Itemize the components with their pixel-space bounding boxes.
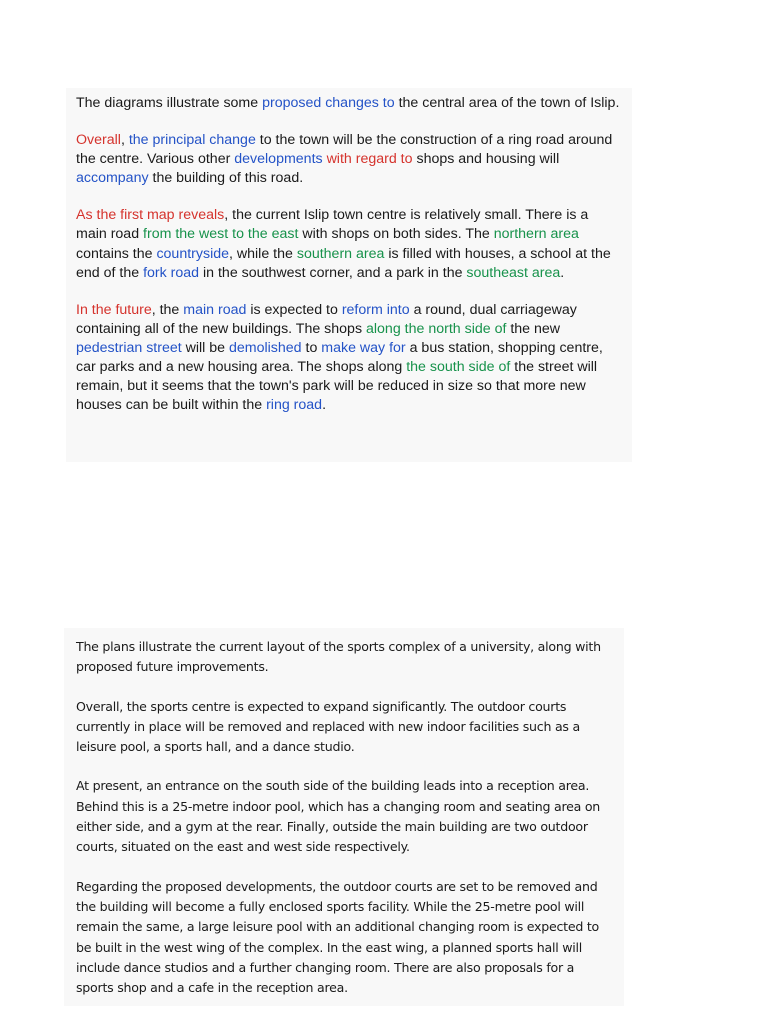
text-segment: the street will remain, but it seems that the town's park will be reduced in size so that more new houses can be built within the xyxy=(76,359,598,414)
text-segment: contains the xyxy=(76,245,157,262)
highlight-phrase: reform into xyxy=(341,301,410,318)
text-segment: the central area of the town of Islip. xyxy=(394,95,620,111)
text-segment: shops and housing will xyxy=(412,151,560,168)
text-segment: the building of this road. xyxy=(148,170,304,187)
highlight-phrase: In the future xyxy=(76,301,152,318)
essay-two-paragraph-4: Regarding the proposed developments, the outdoor courts are set to be removed and the building will become a fully enclosed sports facility. While the 25-metre pool will remain the same, a large leisure pool with an additional changing room is expected to be built in the west wing of the complex. In the east wing, a planned sports hall will include dance studios and a further changing room. There are also proposals for a sports shop and a cafe in the reception area. xyxy=(76,878,599,996)
text-segment: with shops on both sides. The xyxy=(298,226,494,243)
text-segment: , xyxy=(120,132,129,149)
highlight-phrase: main road xyxy=(183,301,247,318)
essay-islip-panel xyxy=(66,88,632,462)
essay-two-paragraph-3: At present, an entrance on the south side of the building leads into a reception area. Behind this is a 25-metre indoor pool, which has a changing room and seating area on either side, and a gym at the rear. Finally, outside the main building are two outdoor courts, situated on the east and west side respectively. xyxy=(76,778,601,855)
essay-one-paragraph-3 xyxy=(76,206,622,282)
text-segment: a round, dual carriageway containing all of the new buildings. The shops xyxy=(76,301,577,337)
text-segment: The diagrams illustrate some xyxy=(76,95,263,111)
highlight-phrase: southeast area xyxy=(466,264,561,281)
text-segment: , the current Islip town centre is relatively small. There is a main road xyxy=(76,207,589,243)
text-segment: , the xyxy=(151,301,184,318)
highlight-phrase: southern area xyxy=(296,245,385,262)
highlight-phrase: developments xyxy=(234,151,323,168)
highlight-phrase: along the north side of xyxy=(366,320,507,337)
text-segment: , while the xyxy=(229,245,297,262)
highlight-phrase: from the west to the east xyxy=(143,226,299,243)
text-segment: to the town will be the construction of a ring road around the centre. Various other xyxy=(76,132,613,168)
text-segment: . xyxy=(560,264,565,281)
essay-sports-complex-panel xyxy=(64,628,624,1006)
highlight-phrase: fork road xyxy=(143,264,200,281)
text-segment: to xyxy=(301,339,322,356)
text-segment: a bus station, shopping centre, car parks and a new housing area. The shops along xyxy=(76,339,603,376)
essay-one-paragraph-4 xyxy=(76,301,622,416)
text-segment: will be xyxy=(181,339,229,356)
text-segment: in the southwest corner, and a park in the xyxy=(199,264,467,281)
highlight-phrase: demolished xyxy=(229,339,302,356)
highlight-phrase: accompany xyxy=(76,170,149,187)
highlight-phrase: make way for xyxy=(321,339,406,356)
essay-one-paragraph-2 xyxy=(76,131,622,188)
text-segment: the new xyxy=(506,320,561,337)
highlight-phrase: the south side of xyxy=(406,359,511,376)
essay-two-paragraph-1: The plans illustrate the current layout of the sports complex of a university, along with proposed future improvements. xyxy=(76,639,601,675)
highlight-phrase: northern area xyxy=(493,226,579,243)
text-segment: is filled with houses, a school at the end of the xyxy=(76,245,611,281)
essay-two-paragraph-2: Overall, the sports centre is expected to expand significantly. The outdoor courts currently in place will be removed and replaced with new indoor facilities such as a leisure pool, a sports hall, and a dance studio. xyxy=(76,698,580,755)
highlight-phrase: Overall xyxy=(76,132,121,149)
highlight-phrase: proposed changes to xyxy=(262,95,395,111)
highlight-phrase: pedestrian street xyxy=(76,339,182,356)
essay-one-paragraph-1 xyxy=(76,94,622,113)
highlight-phrase: the principal change xyxy=(128,132,256,149)
text-segment: is expected to xyxy=(246,301,342,318)
highlight-phrase: As the first map reveals xyxy=(76,207,225,224)
text-segment: . xyxy=(322,397,327,414)
highlight-phrase: with regard to xyxy=(326,151,413,168)
highlight-phrase: ring road xyxy=(266,397,323,414)
highlight-phrase: countryside xyxy=(156,245,230,262)
